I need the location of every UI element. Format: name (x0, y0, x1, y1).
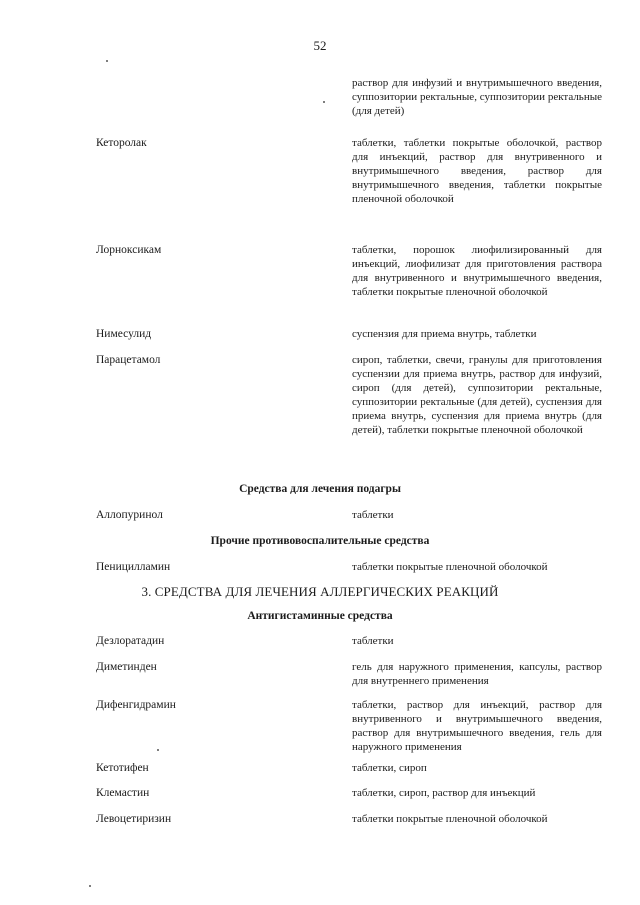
drug-name: Пеницилламин (96, 561, 171, 573)
dosage-forms: таблетки (352, 635, 394, 647)
scan-speck (89, 885, 91, 887)
subheading-other-antiinflammatory: Прочие противовоспалительные средства (210, 535, 430, 547)
dosage-forms: таблетки, сироп, раствор для инъекций (352, 787, 536, 799)
drug-name: Аллопуринол (96, 509, 163, 521)
dosage-forms: суспензия для приема внутрь, таблетки (352, 328, 537, 340)
dosage-forms: таблетки, порошок лиофилизированный для инъекций, лиофилизат для приготовления раствора для внутривенного и внутримышечного введения, таблетки покрытые пленочной оболочкой (352, 244, 602, 298)
scan-speck (106, 60, 108, 62)
drug-name: Диметинден (96, 661, 157, 673)
dosage-forms: таблетки (352, 509, 394, 521)
drug-name: Левоцетиризин (96, 813, 172, 825)
drug-name: Дифенгидрамин (96, 699, 176, 711)
subheading-gout: Средства для лечения подагры (239, 483, 401, 495)
drug-name: Парацетамол (96, 354, 161, 366)
page-number: 52 (313, 38, 327, 53)
dosage-forms: таблетки покрытые пленочной оболочкой (352, 813, 548, 825)
dosage-forms: таблетки, таблетки покрытые оболочкой, раствор для инъекций, раствор для внутривенного и внутримышечного введения, раствор для внутримышечного введения, таблетки покрытые пленочной оболочкой (352, 137, 602, 205)
drug-name: Дезлоратадин (96, 635, 165, 647)
drug-name: Клемастин (96, 787, 150, 799)
scan-speck (157, 749, 159, 751)
scan-speck (323, 101, 325, 103)
section-heading: 3. СРЕДСТВА ДЛЯ ЛЕЧЕНИЯ АЛЛЕРГИЧЕСКИХ РЕАКЦИЙ (141, 584, 499, 599)
dosage-forms: таблетки, раствор для инъекций, раствор для внутривенного и внутримышечного введения, раствор для внутримышечного введения, гель для наружного применения (352, 699, 602, 753)
dosage-forms: таблетки, сироп (352, 762, 427, 774)
dosage-forms: сироп, таблетки, свечи, гранулы для приготовления суспензии для приема внутрь, раствор для инфузий, сироп (для детей), суппозитории ректальные, суппозитории ректальные (для детей), суспензия для приема внутрь, суспензия для приема внутрь (для детей), таблетки покрытые пленочной оболочкой (352, 354, 602, 436)
dosage-forms: раствор для инфузий и внутримышечного введения, суппозитории ректальные, суппозитории ректальные (для детей) (352, 77, 602, 117)
dosage-forms: гель для наружного применения, капсулы, раствор для внутреннего применения (352, 661, 602, 687)
drug-name: Кеторолак (96, 137, 147, 149)
drug-name: Кетотифен (96, 762, 149, 774)
drug-name: Нимесулид (96, 328, 152, 340)
dosage-forms: таблетки покрытые пленочной оболочкой (352, 561, 548, 573)
drug-name: Лорноксикам (96, 244, 162, 256)
subheading-antihistamines: Антигистаминные средства (247, 610, 393, 622)
